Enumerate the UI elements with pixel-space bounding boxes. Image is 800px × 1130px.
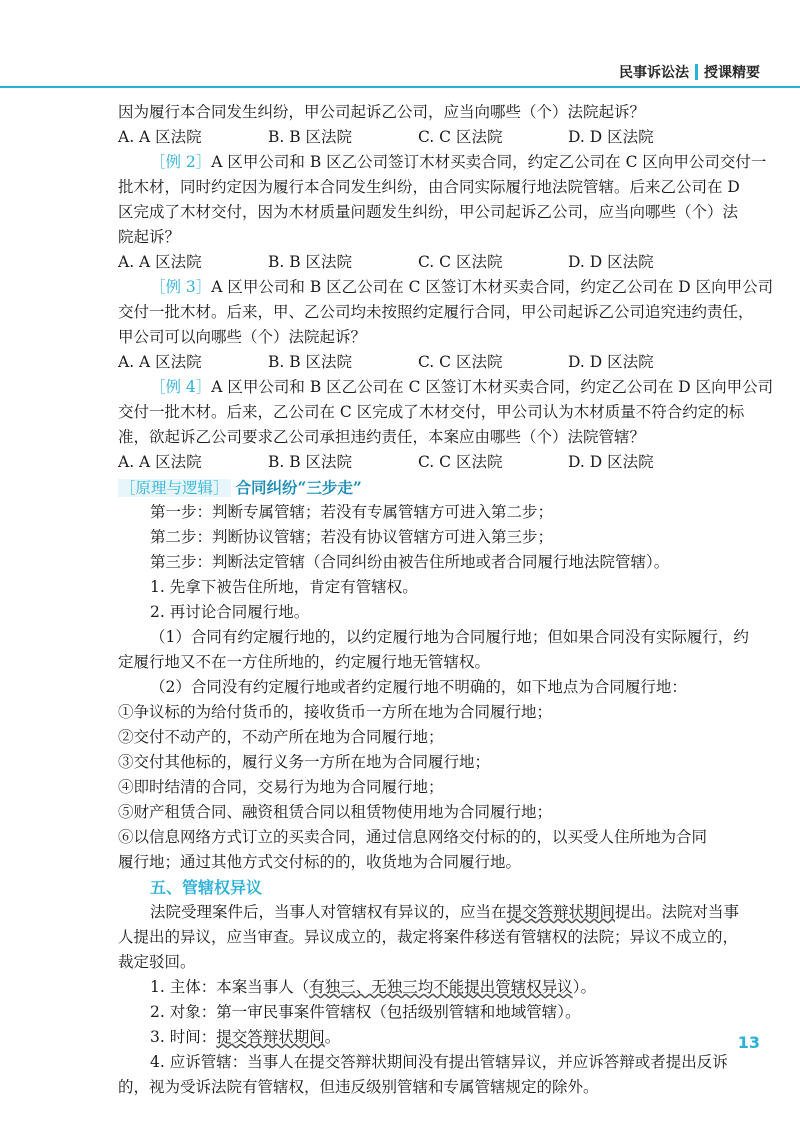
running-header [619, 62, 760, 82]
list-item: ②交付不动产的，不动产所在地为合同履行地； [118, 728, 444, 746]
list-item: ④即时结清的合同，交易行为地为合同履行地； [118, 778, 444, 796]
numbered-point: 4. 应诉管辖：当事人在提交答辩状期间没有提出管辖异议，并应诉答辩或者提出反诉 [150, 1053, 728, 1071]
option-a: A. A 区法院 [118, 353, 202, 371]
paragraph: 裁定驳回。 [118, 953, 196, 971]
text: A 区甲公司和 B 区乙公司在 C 区签订木材买卖合同，约定乙公司在 D 区向甲公司 [211, 278, 774, 296]
example-2-line: 区完成了木材交付，因为木材质量问题发生纠纷，甲公司起诉乙公司，应当向哪些（个）法 [118, 203, 739, 221]
list-item: 履行地；通过其他方式交付标的的，收货地为合同履行地。 [118, 853, 522, 871]
option-d: D. D 区法院 [568, 253, 654, 271]
example-4-line: 交付一批木材。后来，乙公司在 C 区完成了木材交付，甲公司认为木材质量不符合约定的标 [118, 403, 745, 421]
step-line: 第三步：判断法定管辖（合同纠纷由被告住所地或者合同履行地法院管辖）。 [150, 553, 670, 571]
step-line: 第二步：判断协议管辖；若没有协议管辖方可进入第三步； [150, 528, 554, 546]
principle-tag: ［原理与逻辑］ [120, 479, 229, 497]
principle-heading [118, 475, 718, 500]
numbered-point: 的，视为受诉法院有管辖权，但违反级别管辖和专属管辖规定的除外。 [118, 1078, 599, 1096]
text: 法院受理案件后，当事人对管辖权有异议的，应当在 [150, 903, 507, 921]
option-c: C. C 区法院 [418, 353, 503, 371]
option-c: C. C 区法院 [418, 253, 503, 271]
header-book-title: 民事诉讼法 [619, 65, 689, 81]
text: 1. 主体：本案当事人（ [150, 978, 310, 996]
example-4-line [118, 375, 774, 400]
example-tag: ［例 4］ [150, 378, 212, 396]
emphasis: 有独三、无独三均不能提出管辖权异议 [309, 978, 573, 996]
header-section-title: 授课精要 [704, 65, 760, 81]
section-heading: 五、管辖权异议 [150, 878, 263, 897]
option-c: C. C 区法院 [418, 128, 503, 146]
example-2-line [118, 150, 767, 175]
option-a: A. A 区法院 [118, 253, 202, 271]
numbered-point: 2. 对象：第一审民事案件管辖权（包括级别管辖和地域管辖）。 [150, 1003, 581, 1021]
text: A 区甲公司和 B 区乙公司在 C 区签订木材买卖合同，约定乙公司在 D 区向甲公司 [211, 378, 774, 396]
option-d: D. D 区法院 [568, 353, 654, 371]
clause-line: （2）合同没有约定履行地或者约定履行地不明确的，如下地点为合同履行地： [150, 678, 687, 696]
option-a: A. A 区法院 [118, 128, 202, 146]
example-tag: ［例 2］ [150, 153, 212, 171]
paragraph [118, 900, 740, 925]
page-number: 13 [737, 1033, 760, 1052]
example-3-line: 交付一批木材。后来，甲、乙公司均未按照约定履行合同，甲公司起诉乙公司追究违约责任， [118, 303, 754, 321]
clause-line: （1）合同有约定履行地的，以约定履行地为合同履行地；但如果合同没有实际履行，约 [150, 628, 749, 646]
numbered-point: 1. 先拿下被告住所地，肯定有管辖权。 [150, 578, 418, 596]
example-4-line: 准，欲起诉乙公司要求乙公司承担违约责任，本案应由哪些（个）法院管辖？ [118, 428, 646, 446]
example-tag: ［例 3］ [150, 278, 212, 296]
principle-title: 合同纠纷“三步走” [235, 478, 362, 497]
option-b: B. B 区法院 [268, 353, 353, 371]
answer-options [118, 250, 718, 275]
example-2-line: 批木材，同时约定因为履行本合同发生纠纷，由合同实际履行地法院管辖。后来乙公司在 D [118, 178, 740, 196]
answer-options [118, 450, 718, 475]
list-item: ⑥以信息网络方式订立的买卖合同，通过信息网络交付标的的，以买受人住所地为合同 [118, 828, 708, 846]
text: 3. 时间： [150, 1028, 217, 1046]
emphasis: 提交答辩状期间 [506, 903, 616, 921]
example-3-line [118, 275, 774, 300]
emphasis: 提交答辩状期间 [216, 1028, 325, 1046]
paragraph: 人提出的异议，应当审查。异议成立的，裁定将案件移送有管辖权的法院；异议不成立的， [118, 928, 739, 946]
paragraph: 因为履行本合同发生纠纷，甲公司起诉乙公司，应当向哪些（个）法院起诉？ [118, 103, 646, 121]
header-rule [0, 86, 800, 88]
option-b: B. B 区法院 [268, 128, 353, 146]
numbered-point [118, 975, 718, 1000]
clause-line: 定履行地又不在一方住所地的，约定履行地无管辖权。 [118, 653, 491, 671]
option-c: C. C 区法院 [418, 453, 503, 471]
text: 提出。法院对当事 [615, 903, 740, 921]
answer-options [118, 350, 718, 375]
answer-options [118, 125, 718, 150]
numbered-point [118, 1025, 718, 1050]
option-a: A. A 区法院 [118, 453, 202, 471]
text: 。 [324, 1028, 341, 1046]
example-2-line: 院起诉？ [118, 228, 181, 246]
list-item: ①争议标的为给付货币的，接收货币一方所在地为合同履行地； [118, 703, 553, 721]
step-line: 第一步：判断专属管辖；若没有专属管辖方可进入第二步； [150, 503, 554, 521]
header-divider [695, 64, 698, 80]
option-d: D. D 区法院 [568, 128, 654, 146]
text: ）。 [572, 978, 596, 996]
option-b: B. B 区法院 [268, 253, 353, 271]
option-b: B. B 区法院 [268, 453, 353, 471]
option-d: D. D 区法院 [568, 453, 654, 471]
text: A 区甲公司和 B 区乙公司签订木材买卖合同，约定乙公司在 C 区向甲公司交付一 [211, 153, 767, 171]
numbered-point: 2. 再讨论合同履行地。 [150, 603, 310, 621]
list-item: ③交付其他标的，履行义务一方所在地为合同履行地； [118, 753, 491, 771]
example-3-line: 甲公司可以向哪些（个）法院起诉？ [118, 328, 367, 346]
list-item: ⑤财产租赁合同、融资租赁合同以租赁物使用地为合同履行地； [118, 803, 553, 821]
